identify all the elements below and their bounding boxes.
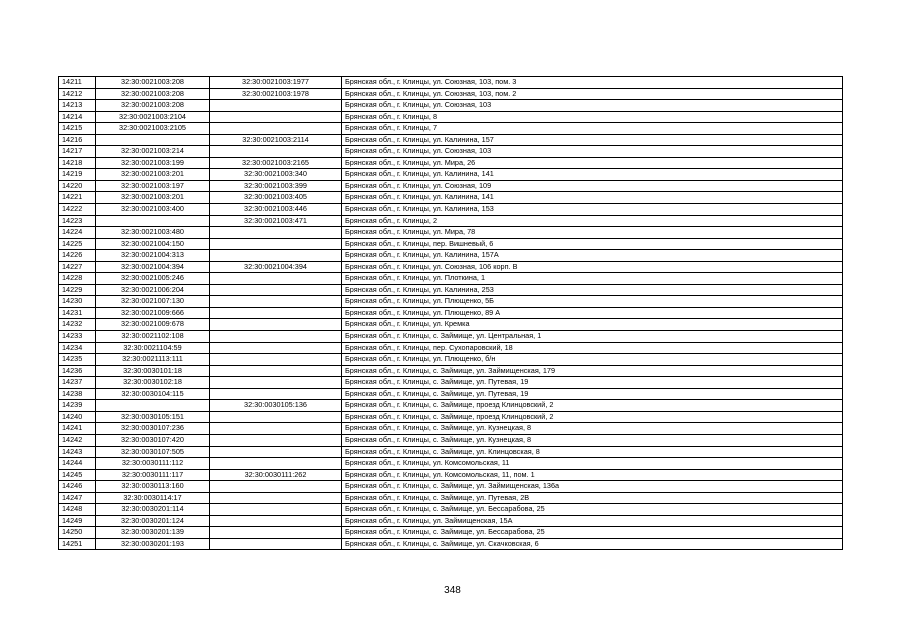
row-number-cell: 14224 xyxy=(59,227,96,239)
table-row xyxy=(59,400,843,412)
object-cadastral-number-cell xyxy=(210,331,342,343)
cadastral-number-cell: 32:30:0030111:112 xyxy=(96,458,210,470)
object-cadastral-number-cell: 32:30:0021003:399 xyxy=(210,180,342,192)
object-cadastral-number-cell xyxy=(210,296,342,308)
table-row xyxy=(59,215,843,227)
row-number-cell: 14221 xyxy=(59,192,96,204)
row-number-cell: 14250 xyxy=(59,527,96,539)
object-cadastral-number-cell xyxy=(210,354,342,366)
address-cell: Брянская обл., г. Клинцы, ул. Плоткина, 1 xyxy=(342,273,843,285)
row-number-cell: 14245 xyxy=(59,469,96,481)
cadastral-number-cell: 32:30:0021004:150 xyxy=(96,238,210,250)
table-row xyxy=(59,377,843,389)
address-cell: Брянская обл., г. Клинцы, ул. Союзная, 103, пом. 3 xyxy=(342,77,843,89)
cadastral-number-cell xyxy=(96,400,210,412)
table-row xyxy=(59,227,843,239)
cadastral-number-cell: 32:30:0030102:18 xyxy=(96,377,210,389)
table-row xyxy=(59,538,843,550)
table-row xyxy=(59,492,843,504)
address-cell: Брянская обл., г. Клинцы, ул. Союзная, 103 xyxy=(342,100,843,112)
row-number-cell: 14238 xyxy=(59,388,96,400)
cadastral-number-cell: 32:30:0030105:151 xyxy=(96,411,210,423)
object-cadastral-number-cell: 32:30:0021004:394 xyxy=(210,261,342,273)
cadastral-number-cell: 32:30:0021007:130 xyxy=(96,296,210,308)
cadastral-number-cell: 32:30:0021003:214 xyxy=(96,146,210,158)
cadastral-number-cell: 32:30:0021003:201 xyxy=(96,169,210,181)
object-cadastral-number-cell: 32:30:0021003:446 xyxy=(210,204,342,216)
table-row xyxy=(59,157,843,169)
row-number-cell: 14222 xyxy=(59,204,96,216)
object-cadastral-number-cell: 32:30:0021003:1978 xyxy=(210,88,342,100)
table-row xyxy=(59,411,843,423)
cadastral-number-cell: 32:30:0030111:117 xyxy=(96,469,210,481)
object-cadastral-number-cell xyxy=(210,284,342,296)
cadastral-number-cell: 32:30:0030201:193 xyxy=(96,538,210,550)
address-cell: Брянская обл., г. Клинцы, ул. Комсомольская, 11, пом. 1 xyxy=(342,469,843,481)
object-cadastral-number-cell xyxy=(210,434,342,446)
row-number-cell: 14234 xyxy=(59,342,96,354)
row-number-cell: 14230 xyxy=(59,296,96,308)
address-cell: Брянская обл., г. Клинцы, с. Займище, ул. Займищенская, 136а xyxy=(342,481,843,493)
row-number-cell: 14239 xyxy=(59,400,96,412)
cadastral-number-cell: 32:30:0021104:59 xyxy=(96,342,210,354)
table-row xyxy=(59,77,843,89)
row-number-cell: 14233 xyxy=(59,331,96,343)
address-cell: Брянская обл., г. Клинцы, ул. Плющенко, б/н xyxy=(342,354,843,366)
object-cadastral-number-cell xyxy=(210,411,342,423)
object-cadastral-number-cell xyxy=(210,307,342,319)
object-cadastral-number-cell xyxy=(210,146,342,158)
object-cadastral-number-cell xyxy=(210,273,342,285)
address-cell: Брянская обл., г. Клинцы, ул. Мира, 26 xyxy=(342,157,843,169)
row-number-cell: 14231 xyxy=(59,307,96,319)
address-cell: Брянская обл., г. Клинцы, ул. Плющенко, 5Б xyxy=(342,296,843,308)
row-number-cell: 14217 xyxy=(59,146,96,158)
cadastral-number-cell: 32:30:0021102:108 xyxy=(96,331,210,343)
table-row xyxy=(59,238,843,250)
object-cadastral-number-cell xyxy=(210,538,342,550)
address-cell: Брянская обл., г. Клинцы, ул. Калинина, 253 xyxy=(342,284,843,296)
cadastral-number-cell: 32:30:0021009:678 xyxy=(96,319,210,331)
table-row xyxy=(59,388,843,400)
table-row xyxy=(59,365,843,377)
table-row xyxy=(59,354,843,366)
table-row xyxy=(59,481,843,493)
object-cadastral-number-cell xyxy=(210,388,342,400)
row-number-cell: 14214 xyxy=(59,111,96,123)
table-row xyxy=(59,192,843,204)
table-row xyxy=(59,296,843,308)
cadastral-number-cell: 32:30:0030201:139 xyxy=(96,527,210,539)
row-number-cell: 14213 xyxy=(59,100,96,112)
cadastral-number-cell: 32:30:0021003:199 xyxy=(96,157,210,169)
row-number-cell: 14232 xyxy=(59,319,96,331)
object-cadastral-number-cell xyxy=(210,481,342,493)
row-number-cell: 14218 xyxy=(59,157,96,169)
object-cadastral-number-cell: 32:30:0021003:340 xyxy=(210,169,342,181)
table-row xyxy=(59,527,843,539)
object-cadastral-number-cell xyxy=(210,458,342,470)
page-number: 348 xyxy=(444,585,461,596)
address-cell: Брянская обл., г. Клинцы, с. Займище, ул. Кузнецкая, 8 xyxy=(342,434,843,446)
address-cell: Брянская обл., г. Клинцы, ул. Мира, 78 xyxy=(342,227,843,239)
table-row xyxy=(59,331,843,343)
object-cadastral-number-cell xyxy=(210,227,342,239)
address-cell: Брянская обл., г. Клинцы, 7 xyxy=(342,123,843,135)
address-cell: Брянская обл., г. Клинцы, ул. Калинина, 157А xyxy=(342,250,843,262)
row-number-cell: 14235 xyxy=(59,354,96,366)
table-row xyxy=(59,123,843,135)
cadastral-number-cell: 32:30:0030107:236 xyxy=(96,423,210,435)
row-number-cell: 14251 xyxy=(59,538,96,550)
object-cadastral-number-cell xyxy=(210,492,342,504)
cadastral-number-cell: 32:30:0021003:201 xyxy=(96,192,210,204)
address-cell: Брянская обл., г. Клинцы, ул. Займищенская, 15А xyxy=(342,515,843,527)
row-number-cell: 14227 xyxy=(59,261,96,273)
table-row xyxy=(59,111,843,123)
cadastral-number-cell: 32:30:0021006:204 xyxy=(96,284,210,296)
address-cell: Брянская обл., г. Клинцы, 2 xyxy=(342,215,843,227)
table-row xyxy=(59,169,843,181)
object-cadastral-number-cell xyxy=(210,365,342,377)
cadastral-number-cell: 32:30:0021003:2105 xyxy=(96,123,210,135)
cadastral-number-cell: 32:30:0030104:115 xyxy=(96,388,210,400)
object-cadastral-number-cell: 32:30:0021003:471 xyxy=(210,215,342,227)
cadastral-number-cell xyxy=(96,215,210,227)
table-row xyxy=(59,469,843,481)
address-cell: Брянская обл., г. Клинцы, ул. Комсомольская, 11 xyxy=(342,458,843,470)
address-cell: Брянская обл., г. Клинцы, с. Займище, ул. Клинцовская, 8 xyxy=(342,446,843,458)
row-number-cell: 14223 xyxy=(59,215,96,227)
table-row xyxy=(59,180,843,192)
cadastral-number-cell: 32:30:0030201:124 xyxy=(96,515,210,527)
row-number-cell: 14237 xyxy=(59,377,96,389)
row-number-cell: 14246 xyxy=(59,481,96,493)
table-row xyxy=(59,88,843,100)
object-cadastral-number-cell xyxy=(210,423,342,435)
object-cadastral-number-cell xyxy=(210,515,342,527)
table-row xyxy=(59,146,843,158)
table-row xyxy=(59,504,843,516)
table-row xyxy=(59,307,843,319)
cadastral-number-cell: 32:30:0021003:400 xyxy=(96,204,210,216)
object-cadastral-number-cell xyxy=(210,377,342,389)
cadastral-number-cell: 32:30:0030114:17 xyxy=(96,492,210,504)
row-number-cell: 14226 xyxy=(59,250,96,262)
object-cadastral-number-cell xyxy=(210,504,342,516)
table-row xyxy=(59,458,843,470)
object-cadastral-number-cell xyxy=(210,342,342,354)
address-cell: Брянская обл., г. Клинцы, ул. Союзная, 109 xyxy=(342,180,843,192)
address-cell: Брянская обл., г. Клинцы, с. Займище, ул. Путевая, 2В xyxy=(342,492,843,504)
object-cadastral-number-cell: 32:30:0021003:2165 xyxy=(210,157,342,169)
table-row xyxy=(59,250,843,262)
address-cell: Брянская обл., г. Клинцы, ул. Кремка xyxy=(342,319,843,331)
cadastral-number-cell: 32:30:0030107:505 xyxy=(96,446,210,458)
object-cadastral-number-cell: 32:30:0021003:405 xyxy=(210,192,342,204)
row-number-cell: 14243 xyxy=(59,446,96,458)
table-row xyxy=(59,284,843,296)
object-cadastral-number-cell xyxy=(210,111,342,123)
address-cell: Брянская обл., г. Клинцы, с. Займище, проезд Клинцовский, 2 xyxy=(342,400,843,412)
address-cell: Брянская обл., г. Клинцы, с. Займище, ул. Кузнецкая, 8 xyxy=(342,423,843,435)
address-cell: Брянская обл., г. Клинцы, с. Займище, ул. Займищенская, 179 xyxy=(342,365,843,377)
cadastral-number-cell: 32:30:0021003:208 xyxy=(96,100,210,112)
table-row xyxy=(59,515,843,527)
cadastral-number-cell: 32:30:0021005:246 xyxy=(96,273,210,285)
row-number-cell: 14241 xyxy=(59,423,96,435)
table-row xyxy=(59,100,843,112)
row-number-cell: 14212 xyxy=(59,88,96,100)
cadastral-number-cell: 32:30:0021003:208 xyxy=(96,88,210,100)
cadastral-number-cell: 32:30:0021009:666 xyxy=(96,307,210,319)
table-row xyxy=(59,134,843,146)
address-cell: Брянская обл., г. Клинцы, ул. Союзная, 106 корп. В xyxy=(342,261,843,273)
table-row xyxy=(59,204,843,216)
row-number-cell: 14211 xyxy=(59,77,96,89)
address-cell: Брянская обл., г. Клинцы, ул. Калинина, 141 xyxy=(342,192,843,204)
address-cell: Брянская обл., г. Клинцы, ул. Калинина, 153 xyxy=(342,204,843,216)
row-number-cell: 14219 xyxy=(59,169,96,181)
cadastral-number-cell: 32:30:0021003:480 xyxy=(96,227,210,239)
row-number-cell: 14225 xyxy=(59,238,96,250)
address-cell: Брянская обл., г. Клинцы, с. Займище, ул. Бессарабова, 25 xyxy=(342,504,843,516)
cadastral-number-cell: 32:30:0021004:313 xyxy=(96,250,210,262)
row-number-cell: 14229 xyxy=(59,284,96,296)
cadastral-number-cell: 32:30:0030113:160 xyxy=(96,481,210,493)
address-cell: Брянская обл., г. Клинцы, с. Займище, ул. Скачковская, 6 xyxy=(342,538,843,550)
table-row xyxy=(59,342,843,354)
object-cadastral-number-cell: 32:30:0030111:262 xyxy=(210,469,342,481)
cadastral-number-cell: 32:30:0021003:2104 xyxy=(96,111,210,123)
table-row xyxy=(59,261,843,273)
row-number-cell: 14249 xyxy=(59,515,96,527)
row-number-cell: 14244 xyxy=(59,458,96,470)
table-row xyxy=(59,273,843,285)
cadastral-number-cell: 32:30:0021003:208 xyxy=(96,77,210,89)
object-cadastral-number-cell xyxy=(210,446,342,458)
address-cell: Брянская обл., г. Клинцы, 8 xyxy=(342,111,843,123)
table-row xyxy=(59,434,843,446)
cadastral-register-table xyxy=(58,76,843,550)
address-cell: Брянская обл., г. Клинцы, с. Займище, ул. Путевая, 19 xyxy=(342,377,843,389)
cadastral-number-cell: 32:30:0030107:420 xyxy=(96,434,210,446)
row-number-cell: 14242 xyxy=(59,434,96,446)
address-cell: Брянская обл., г. Клинцы, ул. Калинина, 157 xyxy=(342,134,843,146)
address-cell: Брянская обл., г. Клинцы, пер. Сухопаровский, 18 xyxy=(342,342,843,354)
cadastral-number-cell: 32:30:0030101:18 xyxy=(96,365,210,377)
address-cell: Брянская обл., г. Клинцы, ул. Калинина, 141 xyxy=(342,169,843,181)
object-cadastral-number-cell: 32:30:0030105:136 xyxy=(210,400,342,412)
cadastral-number-cell: 32:30:0021004:394 xyxy=(96,261,210,273)
cadastral-number-cell: 32:30:0021003:197 xyxy=(96,180,210,192)
object-cadastral-number-cell xyxy=(210,250,342,262)
address-cell: Брянская обл., г. Клинцы, ул. Плющенко, 89 А xyxy=(342,307,843,319)
address-cell: Брянская обл., г. Клинцы, с. Займище, ул. Путевая, 19 xyxy=(342,388,843,400)
address-cell: Брянская обл., г. Клинцы, ул. Союзная, 103 xyxy=(342,146,843,158)
address-cell: Брянская обл., г. Клинцы, ул. Союзная, 103, пом. 2 xyxy=(342,88,843,100)
row-number-cell: 14240 xyxy=(59,411,96,423)
row-number-cell: 14228 xyxy=(59,273,96,285)
cadastral-number-cell: 32:30:0021113:111 xyxy=(96,354,210,366)
address-cell: Брянская обл., г. Клинцы, с. Займище, проезд Клинцовский, 2 xyxy=(342,411,843,423)
table-row xyxy=(59,423,843,435)
cadastral-number-cell xyxy=(96,134,210,146)
object-cadastral-number-cell xyxy=(210,100,342,112)
table-row xyxy=(59,319,843,331)
address-cell: Брянская обл., г. Клинцы, с. Займище, ул. Центральная, 1 xyxy=(342,331,843,343)
row-number-cell: 14247 xyxy=(59,492,96,504)
row-number-cell: 14236 xyxy=(59,365,96,377)
cadastral-number-cell: 32:30:0030201:114 xyxy=(96,504,210,516)
table-body xyxy=(59,77,843,550)
object-cadastral-number-cell: 32:30:0021003:1977 xyxy=(210,77,342,89)
row-number-cell: 14216 xyxy=(59,134,96,146)
object-cadastral-number-cell xyxy=(210,527,342,539)
object-cadastral-number-cell xyxy=(210,123,342,135)
address-cell: Брянская обл., г. Клинцы, с. Займище, ул. Бессарабова, 25 xyxy=(342,527,843,539)
row-number-cell: 14215 xyxy=(59,123,96,135)
object-cadastral-number-cell xyxy=(210,238,342,250)
table-row xyxy=(59,446,843,458)
object-cadastral-number-cell xyxy=(210,319,342,331)
row-number-cell: 14248 xyxy=(59,504,96,516)
object-cadastral-number-cell: 32:30:0021003:2114 xyxy=(210,134,342,146)
address-cell: Брянская обл., г. Клинцы, пер. Вишневый, 6 xyxy=(342,238,843,250)
row-number-cell: 14220 xyxy=(59,180,96,192)
